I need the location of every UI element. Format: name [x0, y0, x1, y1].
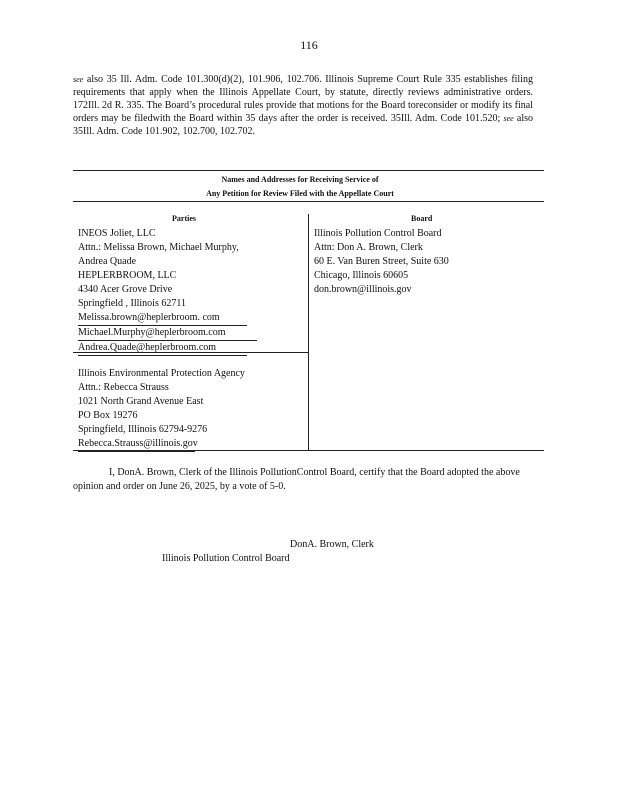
- party-iepa-block: [78, 367, 245, 452]
- party-po-box: PO Box 19276: [78, 410, 138, 421]
- party-street: 1021 North Grand Avenue East: [78, 396, 204, 407]
- party-name: INEOS Joliet, LLC: [78, 228, 156, 239]
- intro-text-part1: also 35 Ill. Adm. Code 101.300(d)(2), 101.906, 102.706. Illinois Supreme Court Rule 335 establishes filing requirements that apply when the Illinois Appellate Court, by statute, directly reviews administrative orders. 172Ill. 2d R. 335. The Board’s procedural rules provide that motions for the Board toreconsider or modify its final orders may be filedwith the Board within 35 days after the order is received. 35Ill. Adm. Code 101.520;: [73, 74, 533, 124]
- parties-column-header: Parties: [172, 214, 196, 223]
- table-bottom-rule: [73, 450, 544, 451]
- board-name: Illinois Pollution Control Board: [314, 228, 442, 239]
- board-street: 60 E. Van Buren Street, Suite 630: [314, 256, 449, 267]
- email-link[interactable]: Rebecca.Strauss@illinois.gov: [78, 437, 195, 452]
- party-firm: HEPLERBROOM, LLC: [78, 270, 177, 281]
- board-email[interactable]: don.brown@illinois.gov: [314, 284, 412, 295]
- email-link[interactable]: Melissa.brown@heplerbroom. com: [78, 311, 247, 326]
- table-title-line2: Any Petition for Review Filed with the Appellate Court: [206, 189, 394, 198]
- party-attn-cont: Andrea Quade: [78, 256, 137, 267]
- email-link[interactable]: Andrea.Quade@heplerbroom.com: [78, 341, 247, 356]
- party-ineos-block: [78, 227, 257, 356]
- party-street: 4340 Acer Grove Drive: [78, 284, 173, 295]
- board-city: Chicago, Illinois 60605: [314, 270, 409, 281]
- service-table-title: [150, 173, 450, 201]
- table-top-rule: [73, 170, 544, 171]
- intro-paragraph: [73, 73, 533, 138]
- table-title-line1: Names and Addresses for Receiving Service of: [221, 175, 379, 184]
- intro-text-part2: also 35Ill. Adm. Code 101.902, 102.700, 102.702.: [73, 113, 533, 137]
- board-attn: Attn: Don A. Brown, Clerk: [314, 242, 423, 253]
- clerk-certification: [73, 466, 543, 494]
- see-signal: see: [73, 75, 84, 84]
- party-separator-rule: [73, 352, 308, 353]
- board-column-header: Board: [411, 214, 433, 223]
- page-number: 116: [300, 38, 318, 52]
- party-attn: Attn.: Rebecca Strauss: [78, 382, 169, 393]
- party-name: Illinois Environmental Protection Agency: [78, 368, 245, 379]
- certification-text: I, DonA. Brown, Clerk of the Illinois PollutionControl Board, certify that the Board adopted the above opinion and order on June 26, 2025, by a vote of 5-0.: [73, 467, 520, 492]
- table-header-rule: [73, 201, 544, 202]
- party-attn: Attn.: Melissa Brown, Michael Murphy,: [78, 242, 239, 253]
- board-block: [314, 227, 449, 297]
- party-city: Springfield, Illinois 62794-9276: [78, 424, 208, 435]
- email-link[interactable]: Michael.Murphy@heplerbroom.com: [78, 326, 257, 341]
- signature-name: DonA. Brown, Clerk: [290, 539, 374, 550]
- see-signal: see: [503, 114, 514, 123]
- party-city: Springfield , Illinois 62711: [78, 298, 186, 309]
- signature-org: Illinois Pollution Control Board: [162, 553, 290, 564]
- table-column-divider: [308, 214, 309, 450]
